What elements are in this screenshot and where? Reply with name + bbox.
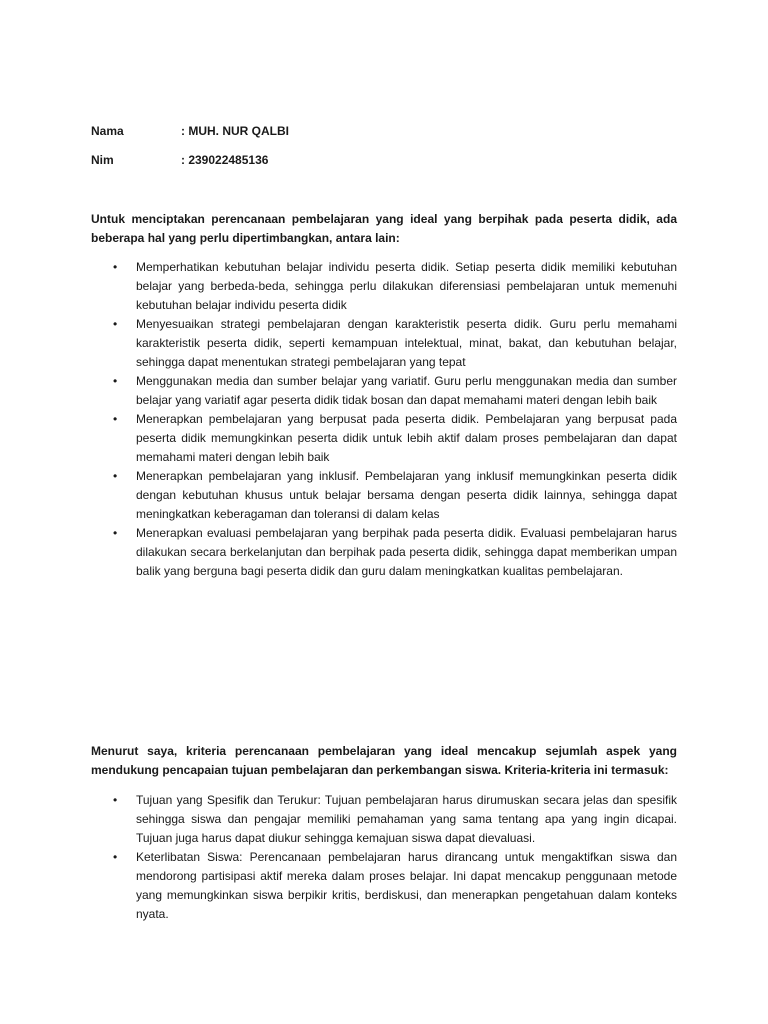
name-value: : MUH. NUR QALBI <box>181 124 289 138</box>
bullet-icon: • <box>113 260 118 274</box>
list-item <box>91 848 677 924</box>
section2-intro: Menurut saya, kriteria perencanaan pembelajaran yang ideal mencakup sejumlah aspek yang mendukung pencapaian tujuan pembelajaran dan perkembangan siswa. Kriteria-kriteria ini termasuk: <box>91 744 677 777</box>
bullet-icon: • <box>113 526 118 540</box>
bullet-icon: • <box>113 793 118 807</box>
section2-bullet-list <box>91 791 677 924</box>
name-row <box>91 123 289 139</box>
list-item <box>91 467 677 524</box>
list-item <box>91 258 677 315</box>
bullet-icon: • <box>113 469 118 483</box>
name-label: Nama <box>91 124 124 138</box>
nim-value: : 239022485136 <box>181 153 269 167</box>
bullet-icon: • <box>113 412 118 426</box>
list-item <box>91 524 677 581</box>
list-item-text: Tujuan yang Spesifik dan Terukur: Tujuan pembelajaran harus dirumuskan secara jelas dan spesifik sehingga siswa dan pengajar memiliki pemahaman yang sama tentang apa yang ingin dicapai. Tujuan juga harus dapat diukur sehingga kemajuan siswa dapat dievaluasi. <box>136 793 677 845</box>
section1-bullet-list <box>91 258 677 581</box>
list-item <box>91 372 677 410</box>
list-item-text: Memperhatikan kebutuhan belajar individu peserta didik. Setiap peserta didik memiliki kebutuhan belajar yang berbeda-beda, sehingga perlu dilakukan diferensiasi pembelajaran untuk memenuhi kebutuhan belajar individu peserta didik <box>136 260 677 312</box>
list-item <box>91 791 677 848</box>
list-item <box>91 315 677 372</box>
bullet-icon: • <box>113 317 118 331</box>
list-item-text: Menerapkan evaluasi pembelajaran yang berpihak pada peserta didik. Evaluasi pembelajaran harus dilakukan secara berkelanjutan dan berpihak pada peserta didik, sehingga dapat memberikan umpan balik yang berguna bagi peserta didik dan guru dalam meningkatkan kualitas pembelajaran. <box>136 526 677 578</box>
bullet-icon: • <box>113 850 118 864</box>
list-item-text: Keterlibatan Siswa: Perencanaan pembelajaran harus dirancang untuk mengaktifkan siswa dan mendorong partisipasi aktif mereka dalam proses belajar. Ini dapat mencakup penggunaan metode yang memungkinkan siswa berpikir kritis, berdiskusi, dan menerapkan pengetahuan dalam konteks nyata. <box>136 850 677 921</box>
nim-row <box>91 152 268 168</box>
list-item-text: Menyesuaikan strategi pembelajaran dengan karakteristik peserta didik. Guru perlu memahami karakteristik peserta didik, seperti kemampuan intelektual, minat, bakat, dan kebutuhan belajar, sehingga dapat menentukan strategi pembelajaran yang tepat <box>136 317 677 369</box>
bullet-icon: • <box>113 374 118 388</box>
nim-label: Nim <box>91 153 114 167</box>
list-item <box>91 410 677 467</box>
section1-intro: Untuk menciptakan perencanaan pembelajaran yang ideal yang berpihak pada peserta didik, ada beberapa hal yang perlu dipertimbangkan, antara lain: <box>91 212 677 245</box>
list-item-text: Menerapkan pembelajaran yang inklusif. Pembelajaran yang inklusif memungkinkan peserta didik dengan kebutuhan khusus untuk belajar bersama dengan peserta didik lainnya, sehingga dapat meningkatkan keberagaman dan toleransi di dalam kelas <box>136 469 677 521</box>
list-item-text: Menerapkan pembelajaran yang berpusat pada peserta didik. Pembelajaran yang berpusat pada peserta didik memungkinkan peserta didik untuk lebih aktif dalam proses pembelajaran dan dapat memahami materi dengan lebih baik <box>136 412 677 464</box>
list-item-text: Menggunakan media dan sumber belajar yang variatif. Guru perlu menggunakan media dan sumber belajar yang variatif agar peserta didik tidak bosan dan dapat memahami materi dengan lebih baik <box>136 374 677 407</box>
